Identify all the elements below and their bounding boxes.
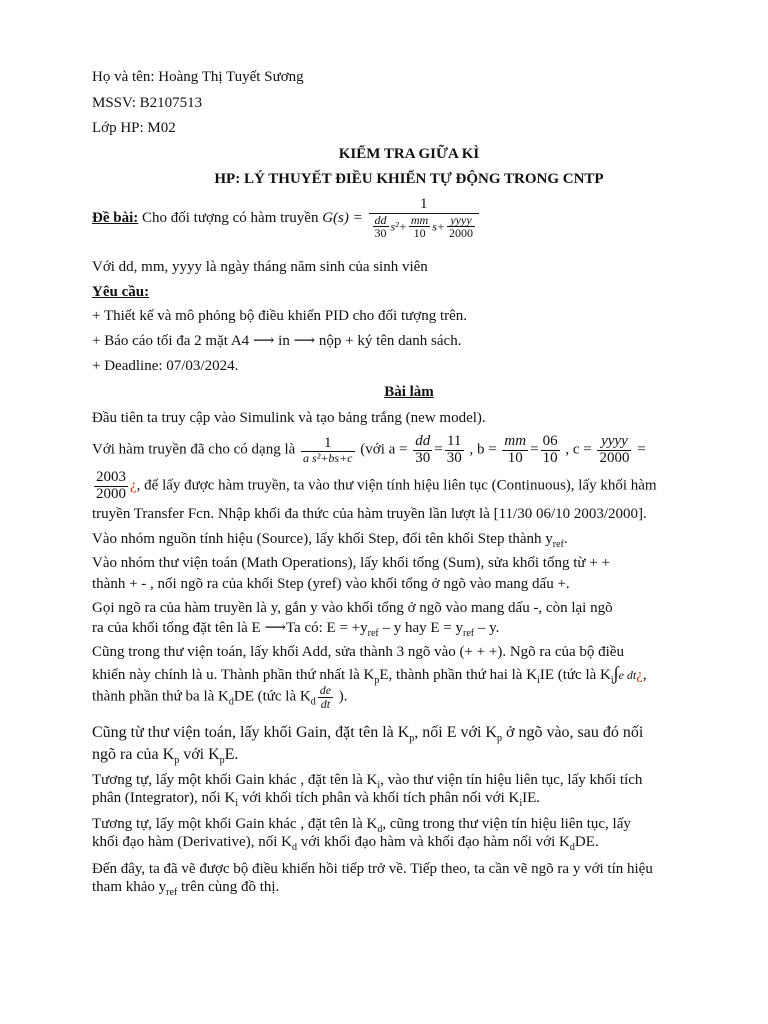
problem-text: Cho đối tượng có hàm truyền	[142, 209, 323, 226]
solution-paragraph: Vào nhóm nguồn tính hiệu (Source), lấy khối Step, đổi tên khối Step thành $y_{ref}$.	[92, 531, 568, 550]
solution-paragraph: ra của khối tổng đặt tên là E ⟶Ta có: $E = +y_{ref} - y$ hay $E = y_{ref} - y$.	[92, 620, 500, 639]
requirements-label: Yêu cầu:	[92, 284, 150, 300]
solution-paragraph: thành phần thứ ba là $K_dDE$ (tức là $K_d$ $\frac{de}{dt}$ ).	[92, 683, 348, 711]
solution-paragraph: Cũng từ thư viện toán, lấy khối Gain, đặt tên là $K_p$, nối E với $K_p$ ở ngõ vào, sau đó nối ngõ ra của $K_p$ với $K_pE$.	[92, 724, 644, 766]
requirement-item: + Báo cáo tối đa 2 mặt A4 ⟶ in ⟶ nộp + ký tên danh sách.	[92, 333, 462, 349]
tf-numerator: 1	[369, 197, 480, 214]
solution-paragraph: $\frac{2003}{2000}$ ¿, để lấy được hàm truyền, ta vào thư viện tính hiệu liên tục (Continuous), lấy khối hàm	[96, 469, 657, 502]
transfer-function-name: G(s) =	[322, 209, 367, 226]
problem-label: Đề bài:	[92, 209, 139, 226]
solution-paragraph: khiển này chính là u. Thành phần thứ nhất là $K_pE$, thành phần thứ hai là $K_iIE$ (tức là $K_i\int e$ dt¿,	[92, 663, 647, 686]
solution-paragraph: Vào nhóm thư viện toán (Math Operations), lấy khối tổng (Sum), sửa khối tổng từ + +	[92, 555, 610, 571]
solution-paragraph: Đến đây, ta đã vẽ được bộ điều khiển hồi tiếp trở về. Tiếp theo, ta cần vẽ ngõ ra y với tín hiệu tham khảo $y_{ref}$ trên cùng đồ thị.	[92, 861, 653, 899]
problem-note: Với dd, mm, yyyy là ngày tháng năm sinh của sinh viên	[92, 259, 428, 275]
solution-paragraph: thành + - , nối ngõ ra của khối Step (yref) vào khối tổng ở ngõ vào mang dấu +.	[92, 576, 570, 592]
requirement-item: + Thiết kế và mô phỏng bộ điều khiển PID cho đối tượng trên.	[92, 308, 468, 324]
transfer-function: 1 $\frac{dd}{30}$ s²+ $\frac{mm}{10}$ s+ $\frac{\text{yyyy}}{2000}$	[369, 197, 480, 240]
exam-title: KIỂM TRA GIỮA KÌ	[338, 146, 480, 162]
problem-statement	[92, 197, 481, 240]
solution-paragraph: truyền Transfer Fcn. Nhập khối đa thức của hàm truyền lần lượt là [11/30 06/10 2003/2000].	[92, 506, 647, 522]
solution-paragraph: Tương tự, lấy một khối Gain khác , đặt tên là $K_i$, vào thư viện tín hiệu liên tục, lấy khối tích phân (Integrator), nối $K_i$ với khối tích phân và khối tích phân nối với $K_iIE$.	[92, 772, 643, 810]
solution-paragraph: Tương tự, lấy một khối Gain khác , đặt tên là $K_d$, cũng trong thư viện tín hiệu liên tục, lấy khối đạo hàm (Derivative), nối $K_d$ với khối đạo hàm và khối đạo hàm nối với $K_dDE$.	[92, 816, 631, 854]
course-title: HP: LÝ THUYẾT ĐIỀU KHIỂN TỰ ĐỘNG TRONG CNTP	[214, 171, 604, 187]
solution-paragraph: Đầu tiên ta truy cập vào Simulink và tạo bảng trắng (new model).	[92, 410, 486, 426]
student-name: Họ và tên: Hoàng Thị Tuyết Sương	[92, 69, 304, 85]
class-code: Lớp HP: M02	[92, 120, 176, 136]
solution-paragraph: Gọi ngõ ra của hàm truyền là y, gắn y vào khối tổng ở ngõ vào mang dấu -, còn lại ngõ	[92, 600, 613, 616]
requirement-item: + Deadline: 07/03/2024.	[92, 358, 239, 374]
student-id: MSSV: B2107513	[92, 95, 203, 111]
integral-symbol: ∫	[613, 663, 619, 683]
solution-heading: Bài làm	[384, 384, 434, 400]
solution-paragraph: Với hàm truyền đã cho có dạng là $\frac{1}{\text{a s²+bs+c}}$ (với a = $\frac{dd}{30}$ = $\frac{11}{30}$ , b = $\frac{mm}{10}$ = $\frac{06}{10}$ , c = $\frac{\text{yyyy}}{2000}$ =	[92, 433, 646, 466]
solution-paragraph: Cũng trong thư viện toán, lấy khối Add, sửa thành 3 ngõ vào (+ + +). Ngõ ra của bộ điều	[92, 644, 624, 660]
